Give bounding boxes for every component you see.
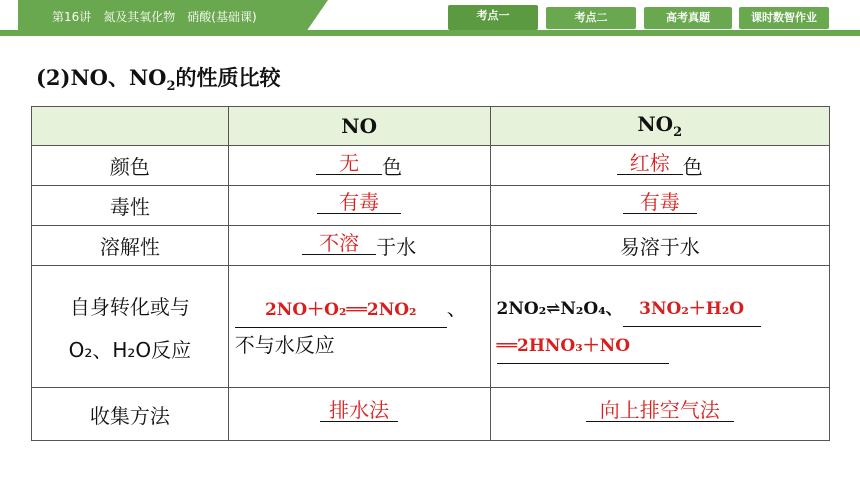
no2-toxicity-cell [490,186,829,226]
lesson-title: 第16讲 氮及其氧化物 硝酸(基础课) [52,10,257,24]
no-reaction-cell: 2NO＋O₂══2NO₂ 、 不与水反应 [228,266,490,388]
table-row [32,388,830,441]
answer-blank: 红棕 [617,152,683,175]
answer-blank: 有毒 [623,191,697,214]
answer-blank: 排水法 [320,399,398,422]
no-color-cell: 无 色 [228,146,490,186]
no2-color-cell: 红棕 色 [490,146,829,186]
header-empty-cell [32,107,229,146]
no-reaction-equation: 2NO＋O₂══2NO₂ [235,293,447,328]
answer-blank: 有毒 [317,191,401,214]
no-toxicity-cell [228,186,490,226]
comparison-table [31,106,830,441]
row-label-collection: 收集方法 [32,388,229,441]
no-water-note: 不与水反应 [234,333,335,357]
table-row [32,146,830,186]
row-label-reaction: 自身转化或与 O₂、H₂O反应 [32,266,229,388]
nav-homework[interactable]: 课时数智作业 [739,7,829,29]
nav-kaodian-2[interactable]: 考点二 [546,7,636,29]
no2-collection-cell [490,388,829,441]
header-no2: $NO_2$ [490,107,829,146]
no-solubility-cell: 不溶 于水 [228,226,490,266]
page-title: (2)NO、$NO_2$的性质比较 [36,65,281,95]
nav-kaodian-1[interactable]: 考点一 [448,5,538,30]
top-bar [0,0,860,36]
no2-solubility-cell: 易溶于水 [490,226,829,266]
header-no: NO [228,107,490,146]
table-row [32,186,830,226]
row-label-toxicity: 毒性 [32,186,229,226]
answer-blank: 无 [316,152,382,175]
answer-blank: 向上排空气法 [586,399,734,422]
row-label-solubility: 溶解性 [32,226,229,266]
row-label-color: 颜色 [32,146,229,186]
answer-blank: 不溶 [302,232,376,255]
no2-reaction-answer-1: 3NO₂＋H₂O [623,292,761,327]
no2-dimerization: 2NO₂⇌N₂O₄、 [496,298,623,319]
table-row [32,266,830,388]
table-header-row [32,107,830,146]
nav-gaokao[interactable]: 高考真题 [644,7,732,29]
no2-reaction-answer-2: ══2HNO₃＋NO [497,329,669,364]
no2-reaction-cell [490,266,829,388]
table-row [32,226,830,266]
no-collection-cell [228,388,490,441]
